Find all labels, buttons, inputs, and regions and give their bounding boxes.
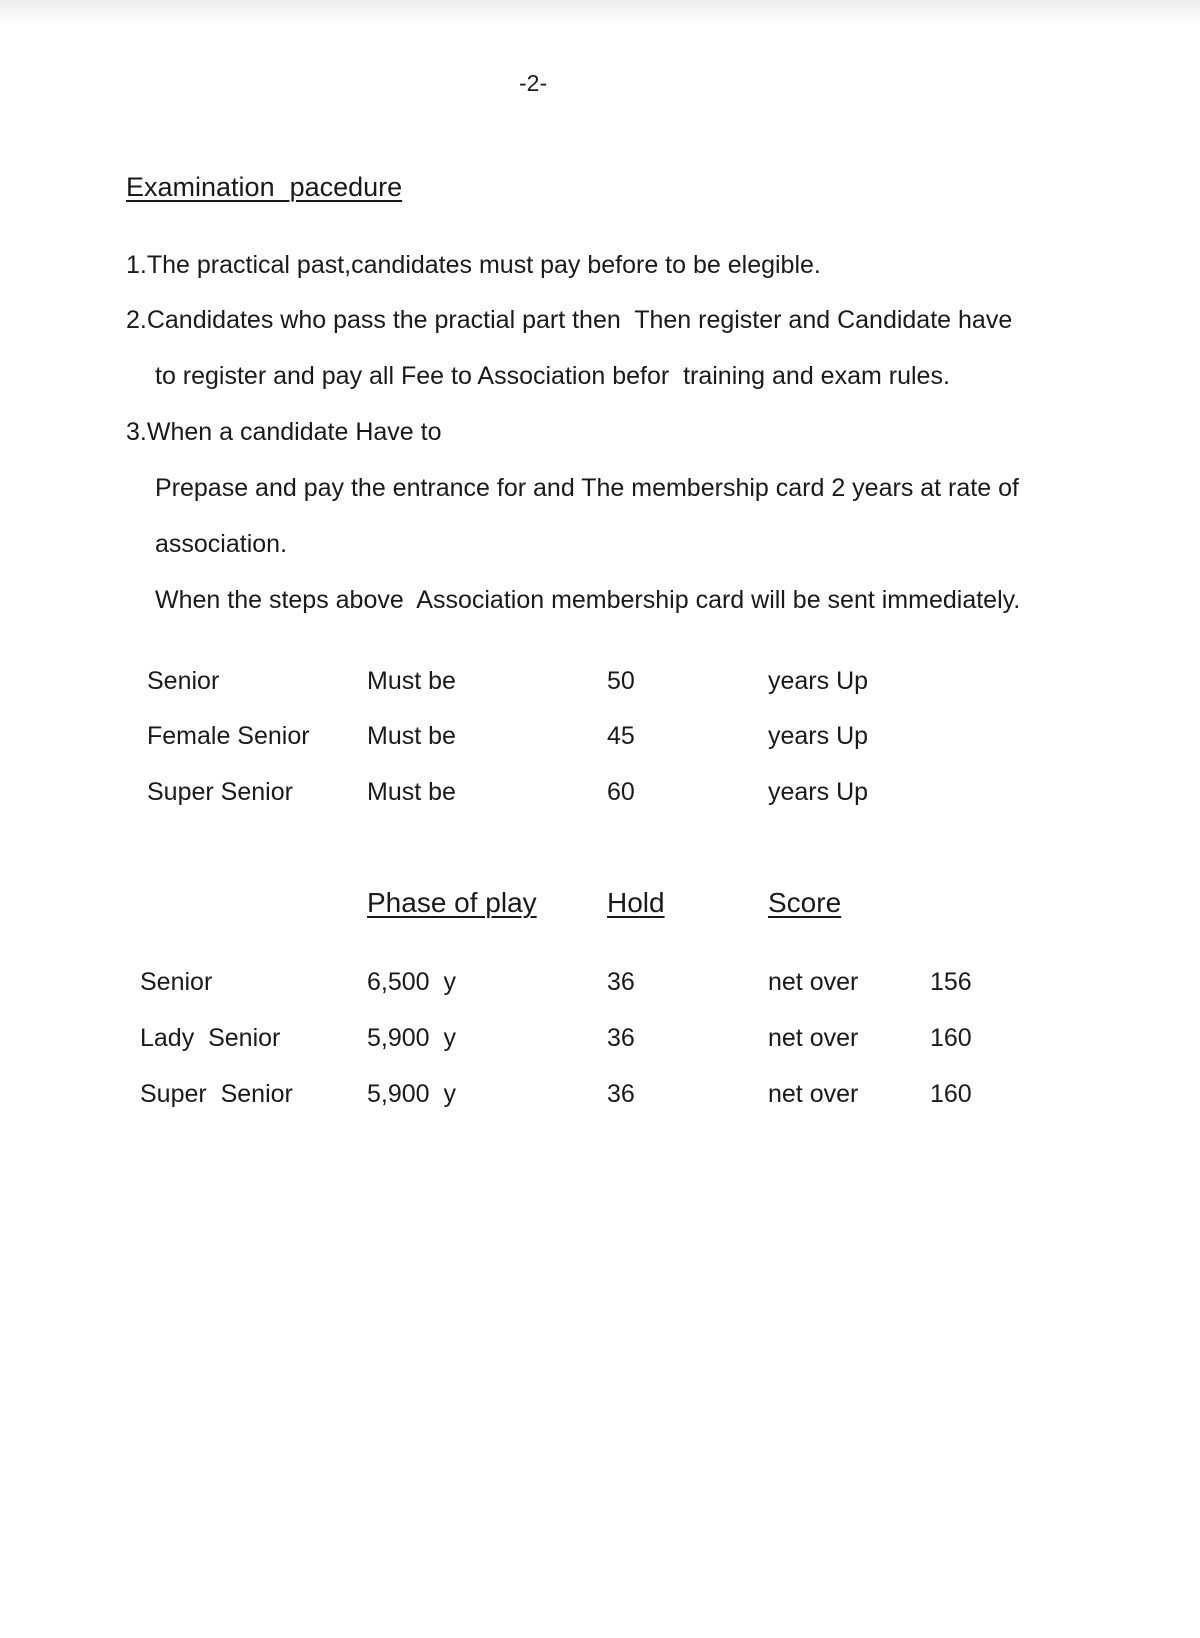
age-value: 50 [607,667,635,695]
play-category: Super Senior [140,1080,293,1108]
age-category: Female Senior [147,722,310,750]
score-label: net over [768,1080,859,1108]
hold-value: 36 [607,968,635,996]
header-phase-of-play: Phase of play [367,887,537,918]
age-suffix: years Up [768,667,869,695]
phase-value: 6,500 y [367,968,456,996]
age-requirement: Must be [367,722,456,750]
paragraph-line: When the steps above Association membership card will be sent immediately. [155,586,1021,614]
paragraph-line: 2.Candidates who pass the practial part then Then register and Candidate have [126,306,1013,334]
section-heading: Examination pacedure [126,172,403,202]
score-label: net over [768,968,859,996]
score-value: 160 [930,1080,972,1108]
score-value: 160 [930,1024,972,1052]
paragraph-line: 3.When a candidate Have to [126,418,442,446]
age-value: 45 [607,722,635,750]
age-value: 60 [607,778,635,806]
play-category: Senior [140,968,213,996]
phase-value: 5,900 y [367,1080,456,1108]
hold-value: 36 [607,1080,635,1108]
paragraph-line: 1.The practical past,candidates must pay before to be elegible. [126,251,821,279]
age-category: Senior [147,667,220,695]
page-number: -2- [519,70,548,96]
age-requirement: Must be [367,778,456,806]
hold-value: 36 [607,1024,635,1052]
paragraph-line: association. [155,530,288,558]
score-label: net over [768,1024,859,1052]
phase-value: 5,900 y [367,1024,456,1052]
paragraph-line: Prepase and pay the entrance for and The membership card 2 years at rate of [155,474,1019,502]
header-score: Score [768,887,842,918]
score-value: 156 [930,968,972,996]
age-suffix: years Up [768,778,869,806]
paragraph-line: to register and pay all Fee to Association befor training and exam rules. [155,362,950,390]
age-suffix: years Up [768,722,869,750]
age-category: Super Senior [147,778,293,806]
page-top-shadow [0,0,1200,24]
play-category: Lady Senior [140,1024,281,1052]
header-hold: Hold [607,887,665,918]
age-requirement: Must be [367,667,456,695]
